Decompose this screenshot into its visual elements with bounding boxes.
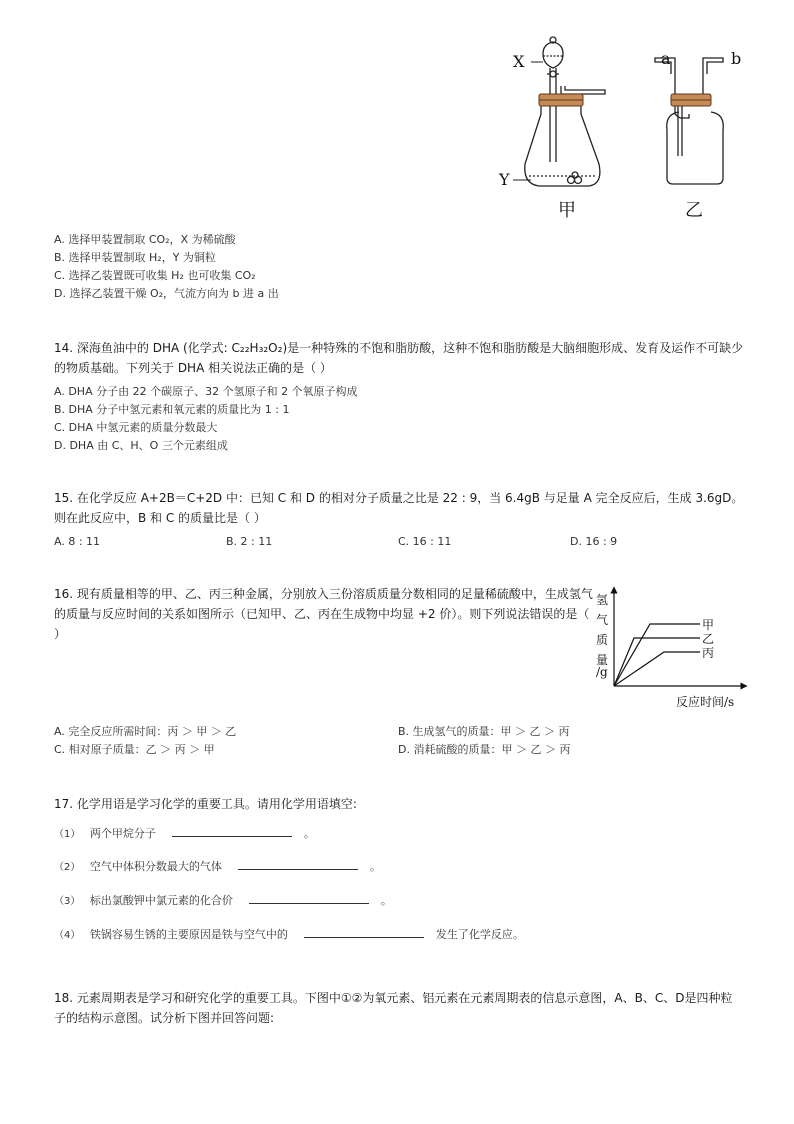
q16-option-c: C. 相对原子质量：乙 ＞ 丙 ＞ 甲 xyxy=(54,743,215,756)
q15-option-a: A. 8 : 11 xyxy=(54,535,101,548)
q17-item-4-end: 发生了化学反应。 xyxy=(435,928,524,941)
q17-item-3-num: （3） xyxy=(54,896,81,907)
q17-blank-4[interactable] xyxy=(304,925,424,938)
label-jia: 甲 xyxy=(558,200,576,221)
q17-item-2-text: 空气中体积分数最大的气体 xyxy=(89,860,222,873)
q15-stem: 15. 在化学反应 A+2B＝C+2D 中：已知 C 和 D 的相对分子质量之比是 22 : 9，当 6.4gB 与足量 A 完全反应后，生成 3.6gD。则在此反应中，B 和 C 的质量比是（ ） xyxy=(54,491,744,525)
graph-ylabel-4: 量 xyxy=(596,653,609,667)
q14-option-b: B. DHA 分子中氢元素和氧元素的质量比为 1 : 1 xyxy=(54,403,290,416)
q17-blank-1[interactable] xyxy=(172,824,292,837)
graph-ylabel-3: 质 xyxy=(596,633,609,647)
series-bing-line xyxy=(614,652,700,686)
graph-ylabel-2: 气 xyxy=(596,613,609,627)
q16-option-d: D. 消耗硫酸的质量：甲 ＞ 乙 ＞ 丙 xyxy=(398,743,571,756)
q17-item-1-num: （1） xyxy=(54,829,81,840)
series-bing-label: 丙 xyxy=(702,646,715,660)
q17-item-2-end: 。 xyxy=(369,860,381,873)
q16-option-a: A. 完全反应所需时间：丙 ＞ 甲 ＞ 乙 xyxy=(54,725,237,738)
label-b: b xyxy=(731,49,742,68)
q17-item-3 xyxy=(54,891,392,908)
label-y: Y xyxy=(499,170,510,189)
apparatus-figure xyxy=(495,34,755,224)
q17-stem: 17. 化学用语是学习化学的重要工具。请用化学用语填空: xyxy=(54,797,357,811)
q16-option-b: B. 生成氢气的质量：甲 ＞ 乙 ＞ 丙 xyxy=(398,725,570,738)
apparatus-yi xyxy=(655,58,723,184)
q17-item-2 xyxy=(54,857,381,874)
q17-item-1 xyxy=(54,824,315,841)
q18-stem: 18. 元素周期表是学习和研究化学的重要工具。下图中①②为氧元素、铝元素在元素周期表的信息示意图，A、B、C、D是四种粒子的结构示意图。试分析下图并回答问题: xyxy=(54,991,733,1025)
q14-option-a: A. DHA 分子由 22 个碳原子、32 个氢原子和 2 个氧原子构成 xyxy=(54,385,358,398)
q17-item-4-num: （4） xyxy=(54,930,81,941)
label-x: X xyxy=(513,52,525,71)
q17-item-4-text: 铁锅容易生锈的主要原因是铁与空气中的 xyxy=(89,928,288,941)
graph-xlabel: 反应时间/s xyxy=(676,695,735,709)
q17-item-2-num: （2） xyxy=(54,862,81,873)
q16-stem: 16. 现有质量相等的甲、乙、丙三种金属，分别放入三份溶质质量分数相同的足量稀硫酸中，生成氢气的质量与反应时间的关系如图所示（已知甲、乙、丙在生成物中均显 +2 价）。则下列说法错误的是（ ） xyxy=(54,587,593,641)
q17-blank-2[interactable] xyxy=(238,857,358,870)
q13-option-a: A. 选择甲装置制取 CO₂，X 为稀硫酸 xyxy=(54,233,236,246)
q17-blank-3[interactable] xyxy=(249,891,369,904)
q13-option-c: C. 选择乙装置既可收集 H₂ 也可收集 CO₂ xyxy=(54,269,256,282)
series-yi-line xyxy=(614,638,700,686)
q17-item-1-end: 。 xyxy=(303,827,315,840)
label-a: a xyxy=(661,49,671,68)
series-jia-label: 甲 xyxy=(702,618,715,632)
q16-graph xyxy=(594,584,754,714)
q17-item-1-text: 两个甲烷分子 xyxy=(89,827,156,840)
q15-option-c: C. 16 : 11 xyxy=(398,535,452,548)
q17-item-3-text: 标出氯酸钾中氯元素的化合价 xyxy=(89,894,233,907)
q15-option-b: B. 2 : 11 xyxy=(226,535,273,548)
apparatus-jia xyxy=(525,37,605,186)
q17-item-4 xyxy=(54,925,524,942)
q14-option-d: D. DHA 由 C、H、O 三个元素组成 xyxy=(54,439,228,452)
q14-option-c: C. DHA 中氢元素的质量分数最大 xyxy=(54,421,218,434)
graph-ylabel-5: /g xyxy=(596,665,608,679)
graph-ylabel-1: 氢 xyxy=(596,593,609,607)
q13-option-d: D. 选择乙装置干燥 O₂，气流方向为 b 进 a 出 xyxy=(54,287,279,300)
label-yi: 乙 xyxy=(685,200,703,221)
q14-stem: 14. 深海鱼油中的 DHA (化学式: C₂₂H₃₂O₂)是一种特殊的不饱和脂肪酸，这种不饱和脂肪酸是大脑细胞形成、发育及运作不可缺少的物质基础。下列关于 DHA 相关说法正确的是（ ） xyxy=(54,341,744,375)
series-yi-label: 乙 xyxy=(702,632,715,646)
q15-option-d: D. 16 : 9 xyxy=(570,535,618,548)
q17-item-3-end: 。 xyxy=(380,894,392,907)
q13-option-b: B. 选择甲装置制取 H₂，Y 为铜粒 xyxy=(54,251,216,264)
